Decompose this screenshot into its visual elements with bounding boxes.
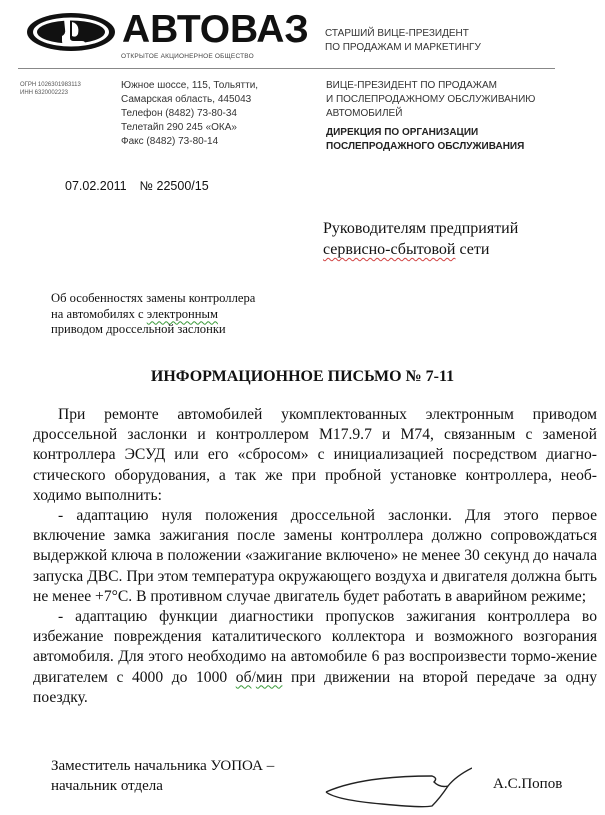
handwritten-signature-icon: [322, 762, 472, 810]
vice-president-title: [326, 79, 535, 121]
senior-vp-title: [325, 27, 481, 55]
address-line: Самарская область, 445043: [121, 94, 252, 105]
vp-line: И ПОСЛЕПРОДАЖНОМУ ОБСЛУЖИВАНИЮ: [326, 94, 536, 105]
signer-name: А.С.Попов: [493, 776, 563, 792]
vp-line: АВТОМОБИЛЕЙ: [326, 108, 403, 119]
letter-number: № 22500/15: [139, 179, 209, 193]
subject-line: [51, 307, 255, 323]
body-paragraph: При ремонте автомобилей укомплектованных электронным приводом дроссельной заслонки и контроллером M17.9.7 и M74, связанным с заменой контроллера ЭСУД или его «сбросом» с инициализацией посредством диагно-стического оборудования, а так же при пробной установке контроллера, необ-ходимо выполнить:: [33, 406, 597, 504]
letterhead-divider: [18, 68, 555, 69]
subject-text: на автомобилях с: [51, 306, 147, 321]
letter-title: ИНФОРМАЦИОННОЕ ПИСЬМО № 7-11: [150, 368, 455, 385]
directorate-line: ДИРЕКЦИЯ ПО ОРГАНИЗАЦИИ: [326, 127, 479, 138]
senior-vp-line: ПО ПРОДАЖАМ И МАРКЕТИНГУ: [325, 42, 481, 53]
senior-vp-line: СТАРШИЙ ВИЦЕ-ПРЕЗИДЕНТ: [325, 28, 469, 39]
recipient-block: [323, 218, 518, 260]
subject-line: приводом дроссельной заслонки: [51, 322, 226, 336]
recipient-line: [323, 239, 518, 260]
grammar-check-word: мин: [255, 668, 283, 686]
teletype: Телетайп 290 245 «ОКА»: [121, 122, 237, 133]
directorate-title: [326, 126, 524, 154]
directorate-line: ПОСЛЕПРОДАЖНОГО ОБСЛУЖИВАНИЯ: [326, 141, 525, 152]
body-text: - адаптацию функции диагностики пропусков зажигания контроллера во избежание повреждения каталитического коллектора и возможного возгорания автомобиля. Для этого необходимо на автомобиле 6 раз воспроизвести тормо-жение двигателем с 4000 до 1000: [33, 608, 597, 686]
body-list-item: - адаптацию нуля положения дроссельной заслонки. Для этого первое включение замка зажигания после замены контроллера должно сопровождаться выдержкой ключа в положении «зажигание включено» не менее 30 секунд до начала запуска ДВС. При этом температура окружающего воздуха и двигателя должна быть не менее +7°С. В противном случае двигатель будет работать в аварийном режиме;: [33, 507, 597, 605]
brand-name: АВТОВАЗ: [122, 8, 309, 51]
ogrn: ОГРН 1026301983113: [20, 82, 81, 88]
letter-date: 07.02.2011: [65, 179, 127, 193]
body-text: при движении на второй передаче за одну поездку.: [33, 668, 597, 706]
signatory-position-line: Заместитель начальника УОПОА –: [51, 758, 275, 774]
brand-subtitle: ОТКРЫТОЕ АКЦИОНЕРНОЕ ОБЩЕСТВО: [121, 53, 254, 60]
grammar-check-word: об: [235, 668, 252, 686]
signatory-position: [51, 756, 274, 796]
subject-line: Об особенностях замены контроллера: [51, 291, 256, 305]
lada-emblem-icon: [26, 12, 116, 52]
body-text: /: [251, 668, 256, 686]
recipient-text: сети: [455, 241, 490, 258]
body-list-item: [33, 607, 597, 708]
company-address: [121, 79, 258, 149]
fax: Факс (8482) 73-80-14: [121, 136, 219, 147]
subject-block: [51, 291, 255, 338]
registration-ids: [20, 81, 81, 97]
inn: ИНН 6320002223: [20, 90, 69, 96]
signatory-position-line: начальник отдела: [51, 778, 163, 794]
vp-line: ВИЦЕ-ПРЕЗИДЕНТ ПО ПРОДАЖАМ: [326, 80, 497, 91]
date-number-line: [65, 179, 209, 193]
address-line: Южное шоссе, 115, Тольятти,: [121, 80, 259, 91]
letter-body: [33, 405, 597, 708]
spellcheck-word: сервисно-сбытовой: [323, 241, 456, 258]
company-logo: [26, 8, 342, 52]
phone: Телефон (8482) 73-80-34: [121, 108, 237, 119]
grammar-check-word: электронным: [146, 306, 218, 321]
recipient-line: Руководителям предприятий: [323, 220, 519, 237]
